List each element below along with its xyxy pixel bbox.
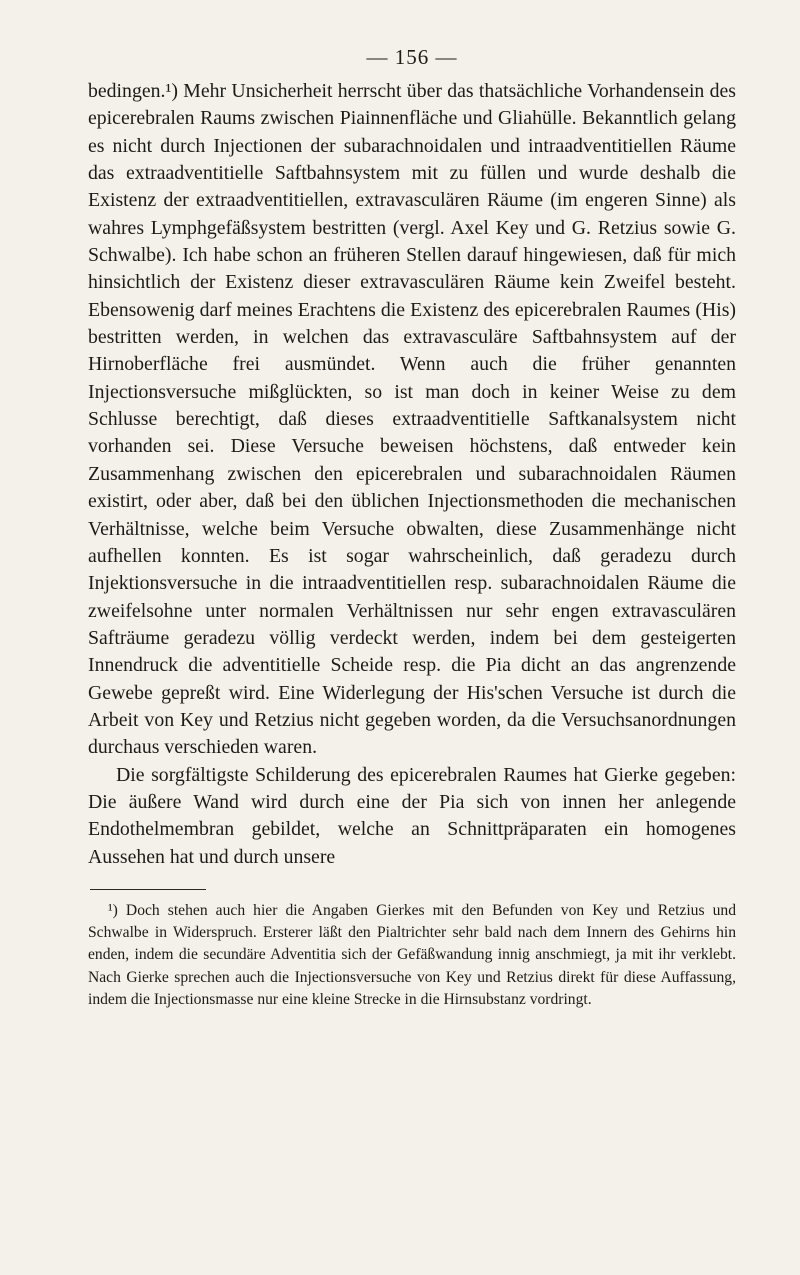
footnote: ¹) Doch stehen auch hier die Angaben Gierkes mit den Befunden von Key und Retzius und Schwalbe in Widerspruch. Ersterer läßt den Pialtrichter sehr bald nach dem Innern des Gehirns hin enden, indem die secundäre Adventitia sich der Gefäßwandung innig anschmiegt, ja mit ihr verklebt. Nach Gierke sprechen auch die Injectionsversuche von Key und Retzius direkt für diese Auffassung, indem die Injectionsmasse nur eine kleine Strecke in die Hirnsubstanz vordringt. [88, 901, 736, 1008]
body-paragraph-2: Die sorgfältigste Schilderung des epicerebralen Raumes hat Gierke gegeben: Die äußere Wand wird durch eine der Pia sich von innen her anlegende Endothelmembran gebildet, welche an Schnittpräparaten ein homogenes Aussehen hat und durch unsere [88, 763, 736, 868]
page-number: — 156 — [366, 45, 458, 69]
body-paragraph-1: bedingen.¹) Mehr Unsicherheit herrscht über das thatsächliche Vorhandensein des epicerebralen Raums zwischen Piainnenfläche und Gliahülle. Bekanntlich gelang es nicht durch Injectionen der subarachnoidalen und intraadventitiellen Räume das extraadventitielle Saftbahnsystem mit zu füllen und wurde deshalb die Existenz der extraadventitiellen, extravasculären Räume (im engeren Sinne) als wahres Lymphgefäßsystem bestritten (vergl. Axel Key und G. Retzius sowie G. Schwalbe). Ich habe schon an früheren Stellen darauf hingewiesen, daß für mich hinsichtlich der Existenz dieser extravasculären Räume kein Zweifel besteht. Ebensowenig darf meines Erachtens die Existenz des epicerebralen Raumes (His) bestritten werden, in welchen das extravasculäre Saftbahnsystem auf der Hirnoberfläche frei ausmündet. Wenn auch die früher genannten Injectionsversuche mißglückten, so ist man doch in keiner Weise zu dem Schlusse berechtigt, daß dieses extraadventitielle Saftkanalsystem nicht vorhanden sei. Diese Versuche beweisen höchstens, daß entweder kein Zusammenhang zwischen den epicerebralen und subarachnoidalen Räumen existirt, oder aber, daß bei den üblichen Injectionsmethoden die mechanischen Verhältnisse, welche beim Versuche obwalten, diese Zusammenhänge nicht aufhellen konnten. Es ist sogar wahrscheinlich, daß geradezu durch Injektionsversuche in die intraadventitiellen resp. subarachnoidalen Räume die zweifelsohne unter normalen Verhältnissen nur sehr engen extravasculären Safträume geradezu völlig verdeckt werden, indem bei dem gesteigerten Innendruck die adventitielle Scheide resp. die Pia dicht an das angrenzende Gewebe gepreßt wird. Eine Widerlegung der His'schen Versuche ist durch die Arbeit von Key und Retzius nicht gegeben worden, da die Versuchsanordnungen durchaus verschieden waren. [88, 80, 736, 759]
footnote-divider [90, 889, 206, 890]
